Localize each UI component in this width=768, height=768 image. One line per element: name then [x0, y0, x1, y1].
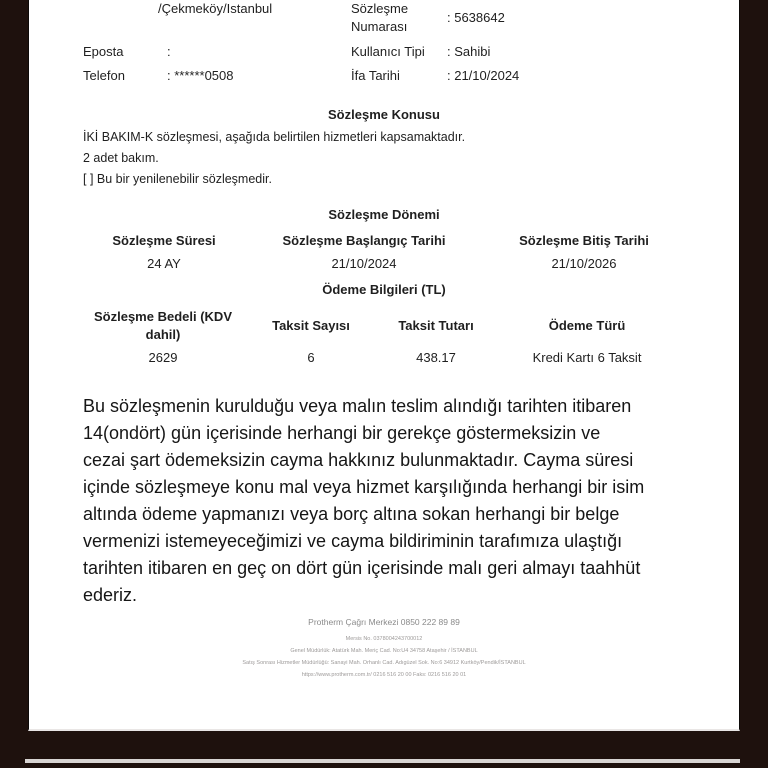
paragraph-line-5: altında ödeme yapmanızı veya borç altına sokan herhangi bir belge: [83, 504, 620, 524]
kullanici-tipi-value: : Sahibi: [447, 44, 491, 59]
section-title-donem: Sözleşme Dönemi: [328, 207, 440, 222]
odeme-bedel-value: 2629: [148, 350, 178, 365]
sozlesme-numarasi-value: : 5638642: [447, 10, 505, 25]
paragraph-line-3: cezai şart ödemeksizin cayma hakkınız bulunmaktadır. Cayma süresi: [83, 450, 634, 470]
contract-page[interactable]: [28, 0, 740, 731]
odeme-bedel-header: Sözleşme Bedeli (KDV dahil): [94, 309, 232, 342]
section-title-odeme: Ödeme Bilgileri (TL): [322, 282, 446, 297]
sozlesme-numarasi-label: Sözleşme Numarası: [351, 1, 409, 34]
withdrawal-paragraph: [83, 393, 713, 609]
address-line: /Çekmeköy/Istanbul: [158, 1, 273, 16]
odeme-col-taksit-sayisi: [251, 305, 371, 365]
field-ifa-tarihi: [351, 67, 519, 85]
odeme-taksit-tutari-value: 438.17: [416, 350, 456, 365]
odeme-taksit-sayisi-header: Taksit Sayısı: [272, 318, 350, 333]
field-kullanici-tipi: [351, 43, 490, 61]
section-title-konusu: Sözleşme Konusu: [328, 107, 440, 122]
field-eposta: [83, 43, 171, 61]
telefon-value: : ******0508: [167, 68, 234, 83]
donem-col-suresi: [64, 231, 264, 271]
donem-suresi-value: 24 AY: [147, 256, 181, 271]
field-telefon: [83, 67, 234, 85]
konusu-body: [83, 127, 465, 190]
odeme-col-odeme-turu: [502, 305, 672, 365]
konusu-line-3: [ ] Bu bir yenilenebilir sözleşmedir.: [83, 172, 272, 186]
ifa-tarihi-value: : 21/10/2024: [447, 68, 520, 83]
konusu-line-1: İKİ BAKIM-K sözleşmesi, aşağıda belirtilen hizmetleri kapsamaktadır.: [83, 130, 466, 144]
konusu-line-2: 2 adet bakım.: [83, 151, 159, 165]
donem-bitis-value: 21/10/2026: [551, 256, 617, 271]
paragraph-line-6: vermenizi istemeyeceğimizi ve cayma bildiriminin tarafımıza ulaştığı: [83, 531, 623, 551]
odeme-taksit-sayisi-value: 6: [307, 350, 315, 365]
paragraph-line-7: tarihten itibaren en geç on dört gün içerisinde malı geri almayı taahhüt: [83, 558, 641, 578]
page-footer: [29, 616, 739, 681]
odeme-turu-value: Kredi Kartı 6 Taksit: [532, 350, 642, 365]
footer-hq-address: Genel Müdürlük: Atatürk Mah. Meriç Cad. No:U4 34758 Ataşehir / İSTANBUL: [290, 648, 478, 654]
field-sozlesme-numarasi: [351, 0, 505, 36]
footer-call-center: Protherm Çağrı Merkezi 0850 222 89 89: [308, 617, 460, 627]
kullanici-tipi-label: Kullanıcı Tipi: [351, 44, 425, 59]
donem-col-baslangic: [264, 231, 464, 271]
odeme-col-bedel: [93, 305, 233, 365]
telefon-label: Telefon: [83, 68, 125, 83]
odeme-turu-header: Ödeme Türü: [548, 318, 626, 333]
next-page-edge: [25, 759, 740, 763]
eposta-value: :: [167, 44, 171, 59]
odeme-taksit-tutari-header: Taksit Tutarı: [398, 318, 474, 333]
footer-website-phone: https://www.protherm.com.tr/ 0216 516 20 00 Faks: 0216 516 20 01: [301, 672, 467, 678]
donem-baslangic-value: 21/10/2024: [331, 256, 397, 271]
paragraph-line-1: Bu sözleşmenin kurulduğu veya malın teslim alındığı tarihten itibaren: [83, 396, 632, 416]
footer-mersis-no: Mersis No. 0378004243700012: [345, 636, 423, 642]
paragraph-line-8: ederiz.: [83, 585, 138, 605]
donem-bitis-header: Sözleşme Bitiş Tarihi: [519, 232, 649, 248]
paragraph-line-2: 14(ondört) gün içerisinde herhangi bir gerekçe göstermeksizin ve: [83, 423, 601, 443]
ifa-tarihi-label: İfa Tarihi: [351, 68, 400, 83]
donem-suresi-header: Sözleşme Süresi: [112, 232, 216, 248]
donem-col-bitis: [484, 231, 684, 271]
paragraph-line-4: içinde sözleşmeye konu mal veya hizmet karşılığında herhangi bir isim: [83, 477, 645, 497]
eposta-label: Eposta: [83, 44, 124, 59]
footer-service-address: Satış Sonrası Hizmetler Müdürlüğü: Sanayi Mah. Orhanlı Cad. Adıgüzel Sok. No:6 34912 Kurtköy/Pendik/İSTANBUL: [242, 660, 526, 666]
odeme-col-taksit-tutari: [376, 305, 496, 365]
donem-baslangic-header: Sözleşme Başlangıç Tarihi: [282, 232, 446, 248]
